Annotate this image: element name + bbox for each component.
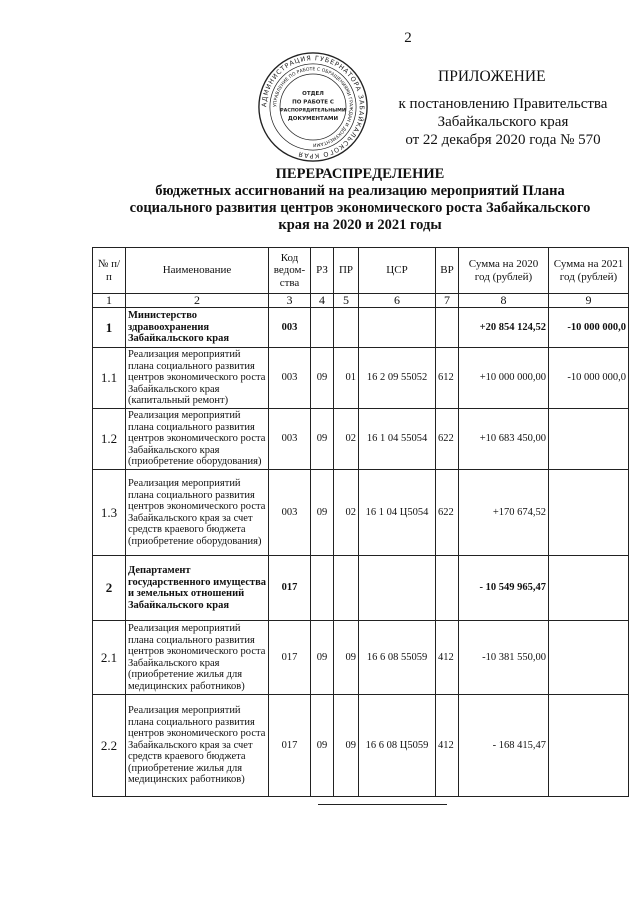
- dept-code: 003: [269, 348, 311, 409]
- dept-code: 017: [269, 556, 311, 621]
- section-code: 09: [311, 621, 334, 695]
- target-article-code: [359, 556, 436, 621]
- column-header: Сумма на 2021 год (рублей): [549, 248, 629, 294]
- sum-2021: [549, 556, 629, 621]
- table-row: [93, 348, 629, 409]
- table-container: [92, 247, 628, 805]
- section-code: 09: [311, 695, 334, 797]
- table-row: [93, 308, 629, 348]
- title-line: бюджетных ассигнований на реализацию мероприятий Плана: [155, 183, 565, 199]
- row-name: Реализация мероприятий плана социального развития центров экономического роста Забайкальского края (капитальный ремонт): [126, 348, 269, 409]
- sum-2021: [549, 409, 629, 470]
- row-number: 1.2: [93, 409, 126, 470]
- column-header: Сумма на 2020 год (рублей): [459, 248, 549, 294]
- column-number: 9: [549, 294, 629, 308]
- section-code: [311, 556, 334, 621]
- table-row: [93, 409, 629, 470]
- sum-2020: - 10 549 965,47: [459, 556, 549, 621]
- svg-text:ДОКУМЕНТАМИ: ДОКУМЕНТАМИ: [287, 115, 339, 122]
- column-header: ПР: [334, 248, 359, 294]
- target-article-code: 16 6 08 Ц5059: [359, 695, 436, 797]
- date-line: от 22 декабря 2020 года № 570: [405, 132, 601, 148]
- column-header: ЦСР: [359, 248, 436, 294]
- expense-type-code: 412: [436, 621, 459, 695]
- row-number: 1: [93, 308, 126, 348]
- column-number-row: [93, 294, 629, 308]
- column-number: 4: [311, 294, 334, 308]
- column-number: 8: [459, 294, 549, 308]
- region-line: Забайкальского края: [437, 114, 569, 130]
- subsection-code: 01: [334, 348, 359, 409]
- table-row: [93, 695, 629, 797]
- table-row: [93, 621, 629, 695]
- sum-2020: +20 854 124,52: [459, 308, 549, 348]
- dept-code: 017: [269, 621, 311, 695]
- row-name: Министерство здравоохранения Забайкальского края: [126, 308, 269, 348]
- sum-2020: +170 674,52: [459, 470, 549, 556]
- column-header: Наименование: [126, 248, 269, 294]
- section-code: 09: [311, 409, 334, 470]
- subsection-code: 09: [334, 695, 359, 797]
- resolution-line: к постановлению Правительства: [398, 96, 608, 112]
- dept-code: 003: [269, 409, 311, 470]
- expense-type-code: 622: [436, 470, 459, 556]
- column-number: 5: [334, 294, 359, 308]
- expense-type-code: [436, 308, 459, 348]
- table-row: [93, 556, 629, 621]
- section-code: [311, 308, 334, 348]
- sum-2020: -10 381 550,00: [459, 621, 549, 695]
- sum-2021: [549, 695, 629, 797]
- title-line: края на 2020 и 2021 годы: [278, 217, 442, 233]
- expense-type-code: 622: [436, 409, 459, 470]
- target-article-code: 16 6 08 55059: [359, 621, 436, 695]
- sum-2021: -10 000 000,0: [549, 308, 629, 348]
- appendix-label: ПРИЛОЖЕНИЕ: [438, 68, 546, 85]
- document-title: [90, 166, 630, 234]
- row-name: Реализация мероприятий плана социального развития центров экономического роста Забайкальского края (приобретение жилья для медицинских работников): [126, 621, 269, 695]
- sum-2020: +10 000 000,00: [459, 348, 549, 409]
- column-header: Код ведом-ства: [269, 248, 311, 294]
- row-number: 2: [93, 556, 126, 621]
- sum-2020: - 168 415,47: [459, 695, 549, 797]
- sum-2020: +10 683 450,00: [459, 409, 549, 470]
- expense-type-code: 612: [436, 348, 459, 409]
- column-number: 2: [126, 294, 269, 308]
- row-number: 2.2: [93, 695, 126, 797]
- row-number: 2.1: [93, 621, 126, 695]
- page-number: 2: [404, 30, 412, 46]
- row-number: 1.3: [93, 470, 126, 556]
- column-header: № п/п: [93, 248, 126, 294]
- column-number: 3: [269, 294, 311, 308]
- footer-divider: [318, 804, 447, 805]
- expense-type-code: [436, 556, 459, 621]
- target-article-code: 16 2 09 55052: [359, 348, 436, 409]
- svg-text:УПРАВЛЕНИЕ ПО РАБОТЕ С ОБРАЩЕН: УПРАВЛЕНИЕ ПО РАБОТЕ С ОБРАЩЕНИЯМИ ГРАЖДАН И ДОКУМЕНТАМИ: [273, 67, 353, 147]
- row-name: Реализация мероприятий плана социального развития центров экономического роста Забайкальского края за счет средств краевого бюджета (приобретение оборудования): [126, 470, 269, 556]
- official-stamp: [258, 52, 368, 162]
- target-article-code: 16 1 04 55054: [359, 409, 436, 470]
- svg-text:ОТДЕЛ: ОТДЕЛ: [302, 91, 324, 98]
- subsection-code: 02: [334, 409, 359, 470]
- row-number: 1.1: [93, 348, 126, 409]
- dept-code: 003: [269, 308, 311, 348]
- reallocation-table: [92, 247, 629, 797]
- target-article-code: 16 1 04 Ц5054: [359, 470, 436, 556]
- svg-text:ПО РАБОТЕ С: ПО РАБОТЕ С: [292, 99, 334, 106]
- row-name: Реализация мероприятий плана социального развития центров экономического роста Забайкальского края (приобретение оборудования): [126, 409, 269, 470]
- row-name: Департамент государственного имущества и земельных отношений Забайкальского края: [126, 556, 269, 621]
- svg-text:АДМИНИСТРАЦИЯ ГУБЕРНАТОРА ЗАБА: АДМИНИСТРАЦИЯ ГУБЕРНАТОРА ЗАБАЙКАЛЬСКОГО КРАЯ: [260, 54, 366, 160]
- subsection-code: 02: [334, 470, 359, 556]
- sum-2021: -10 000 000,0: [549, 348, 629, 409]
- sum-2021: [549, 621, 629, 695]
- column-header: РЗ: [311, 248, 334, 294]
- expense-type-code: 412: [436, 695, 459, 797]
- title-line: социального развития центров экономического роста Забайкальского: [129, 200, 591, 216]
- table-row: [93, 470, 629, 556]
- row-name: Реализация мероприятий плана социального развития центров экономического роста Забайкальского края за счет средств краевого бюджета (приобретение жилья для медицинских работников): [126, 695, 269, 797]
- section-code: 09: [311, 470, 334, 556]
- subsection-code: 09: [334, 621, 359, 695]
- column-number: 1: [93, 294, 126, 308]
- svg-text:РАСПОРЯДИТЕЛЬНЫМИ: РАСПОРЯДИТЕЛЬНЫМИ: [280, 108, 346, 114]
- subsection-code: [334, 556, 359, 621]
- column-number: 7: [436, 294, 459, 308]
- dept-code: 017: [269, 695, 311, 797]
- target-article-code: [359, 308, 436, 348]
- section-code: 09: [311, 348, 334, 409]
- column-header: ВР: [436, 248, 459, 294]
- sum-2021: [549, 470, 629, 556]
- title-main: ПЕРЕРАСПРЕДЕЛЕНИЕ: [275, 166, 445, 182]
- header-row: [93, 248, 629, 294]
- subsection-code: [334, 308, 359, 348]
- column-number: 6: [359, 294, 436, 308]
- dept-code: 003: [269, 470, 311, 556]
